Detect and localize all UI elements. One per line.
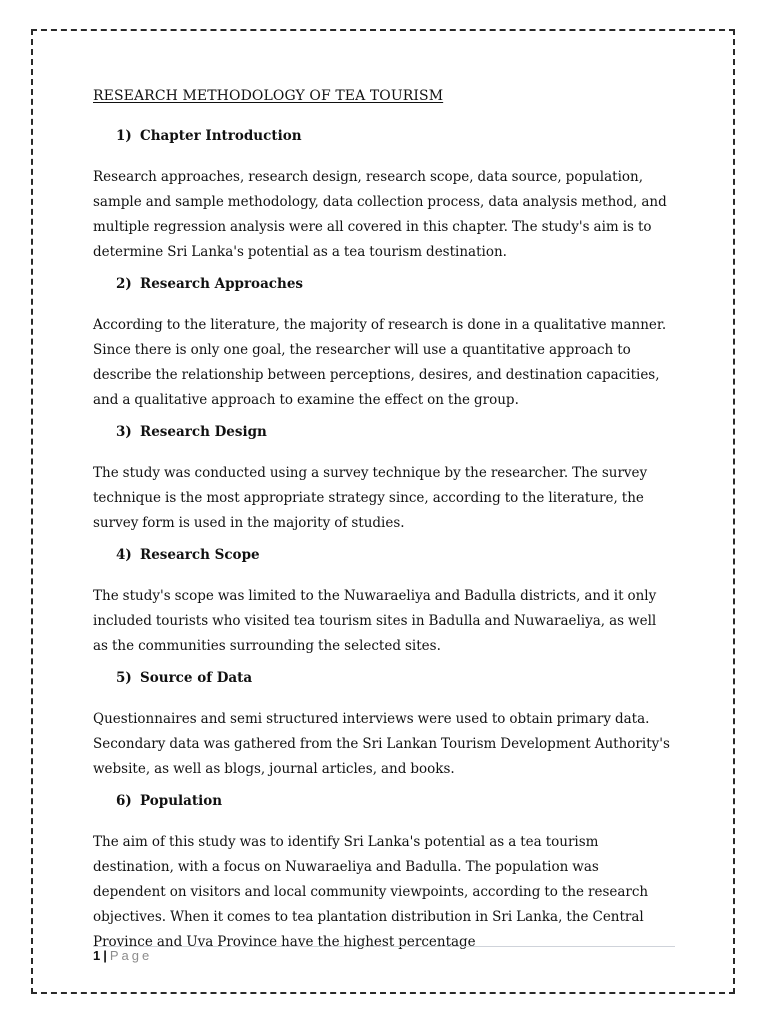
section-heading bbox=[116, 669, 675, 687]
section-paragraph: The aim of this study was to identify Sri Lanka's potential as a tea tourism destination, with a focus on Nuwaraeliya and Badulla. The population was dependent on visitors and local community viewpoints, according to the research objectives. When it comes to tea plantation distribution in Sri Lanka, the Central Province and Uva Province have the highest percentage bbox=[93, 834, 649, 950]
section-paragraph: The study was conducted using a survey technique by the researcher. The survey technique is the most appropriate strategy since, according to the literature, the survey form is used in the majority of studies. bbox=[93, 465, 648, 531]
section-heading bbox=[116, 423, 675, 441]
section-title: Research Approaches bbox=[140, 276, 304, 292]
section-number: 2) bbox=[116, 276, 132, 292]
document-title: RESEARCH METHODOLOGY OF TEA TOURISM bbox=[93, 88, 444, 104]
section-number: 3) bbox=[116, 424, 132, 440]
section-paragraph: According to the literature, the majority of research is done in a qualitative manner. Since there is only one goal, the researcher will use a quantitative approach to describe the relationship between perceptions, desires, and destination capacities, and a qualitative approach to examine the effect on the group. bbox=[93, 317, 667, 408]
page-separator: | bbox=[103, 948, 107, 963]
section-paragraph: The study's scope was limited to the Nuwaraeliya and Badulla districts, and it only included tourists who visited tea tourism sites in Badulla and Nuwaraeliya, as well as the communities surrounding the selected sites. bbox=[93, 588, 657, 654]
section-number: 6) bbox=[116, 793, 132, 809]
section-title: Source of Data bbox=[140, 670, 253, 686]
section-heading bbox=[116, 792, 675, 810]
section-heading bbox=[116, 127, 675, 145]
page-content bbox=[93, 87, 675, 965]
section-title: Population bbox=[140, 793, 223, 809]
page-number: 1 bbox=[93, 948, 101, 963]
section-heading bbox=[116, 546, 675, 564]
page-footer bbox=[93, 948, 152, 964]
section-title: Chapter Introduction bbox=[140, 128, 302, 144]
footer-divider bbox=[93, 946, 675, 947]
section-heading bbox=[116, 275, 675, 293]
section-title: Research Design bbox=[140, 424, 267, 440]
section-paragraph: Research approaches, research design, research scope, data source, population, sample and sample methodology, data collection process, data analysis method, and multiple regression analysis were all covered in this chapter. The study's aim is to determine Sri Lanka's potential as a tea tourism destination. bbox=[93, 169, 667, 260]
section-number: 4) bbox=[116, 547, 132, 563]
section-number: 5) bbox=[116, 670, 132, 686]
page-label: Page bbox=[109, 948, 153, 963]
section-number: 1) bbox=[116, 128, 132, 144]
section-title: Research Scope bbox=[140, 547, 260, 563]
section-paragraph: Questionnaires and semi structured interviews were used to obtain primary data. Secondary data was gathered from the Sri Lankan Tourism Development Authority's website, as well as blogs, journal articles, and books. bbox=[93, 711, 670, 777]
